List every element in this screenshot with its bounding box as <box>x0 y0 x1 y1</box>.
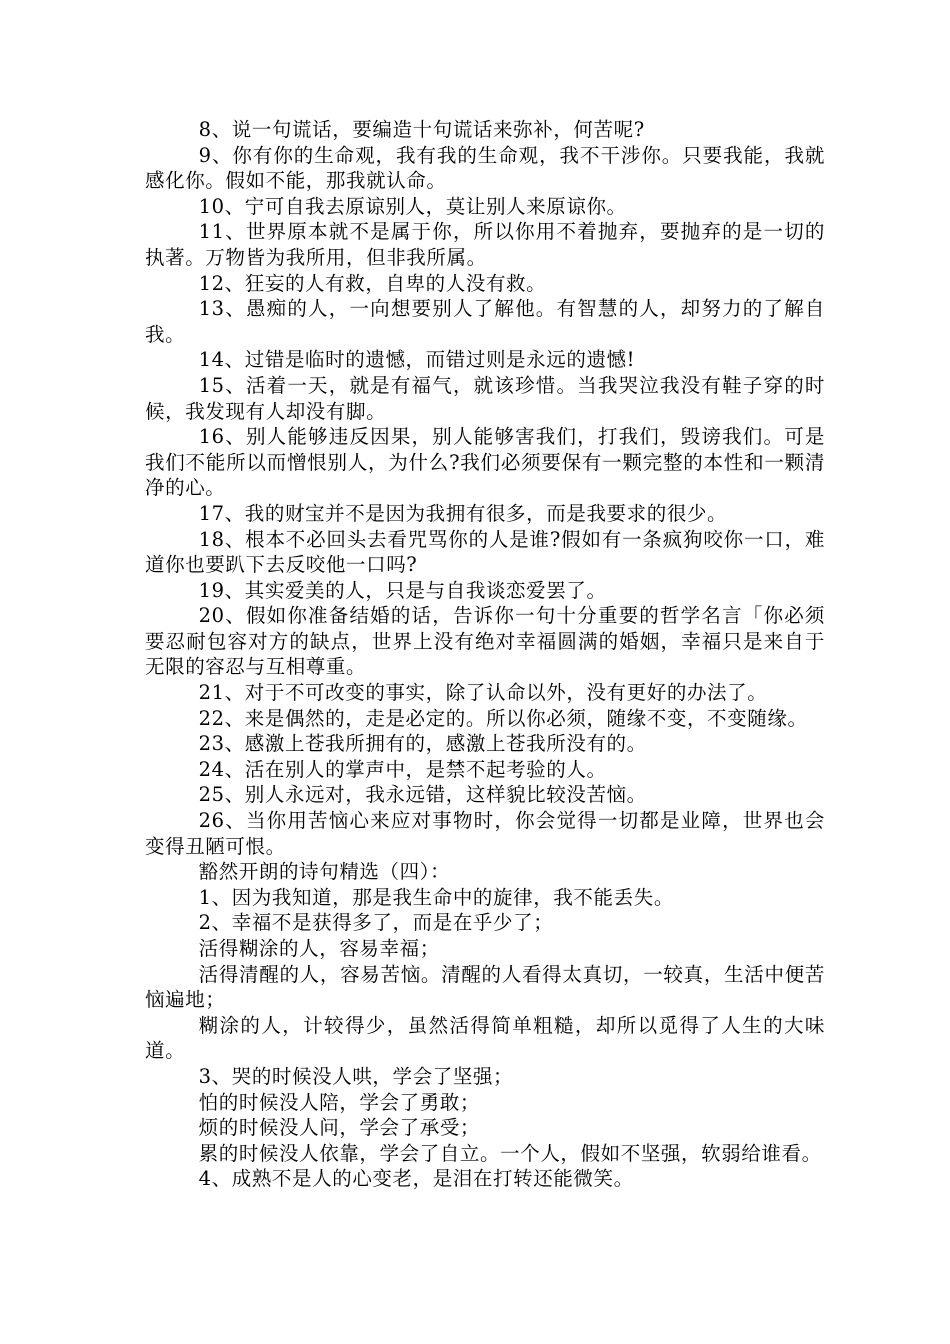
document-body <box>145 117 825 1192</box>
paragraph: 活得糊涂的人，容易幸福； <box>198 937 440 960</box>
paragraph: 烦的时候没人问，学会了承受； <box>198 1116 481 1140</box>
paragraph: 3、哭的时候没人哄，学会了坚强； <box>198 1064 514 1088</box>
paragraph: 10、宁可自我去原谅别人，莫让别人来原谅你。 <box>198 194 627 218</box>
paragraph: 20、假如你准备结婚的话，告诉你一句十分重要的哲学名言「你必须要忍耐包容对方的缺点，世界上没有绝对幸福圆满的婚姻，幸福只是来自于无限的容忍与互相尊重。 <box>145 604 825 679</box>
paragraph: 21、对于不可改变的事实，除了认命以外，没有更好的办法了。 <box>198 681 768 705</box>
paragraph: 累的时候没人依靠，学会了自立。一个人，假如不坚强，软弱给谁看。 <box>198 1141 822 1165</box>
paragraph: 22、来是偶然的，走是必定的。所以你必须，随缘不变，不变随缘。 <box>198 706 808 730</box>
paragraph: 14、过错是临时的遗憾，而错过则是永远的遗憾! <box>198 348 636 372</box>
paragraph: 23、感激上苍我所拥有的，感激上苍我所没有的。 <box>198 732 647 756</box>
paragraph: 1、因为我知道，那是我生命中的旋律，我不能丢失。 <box>198 885 674 909</box>
paragraph: 13、愚痴的人，一向想要别人了解他。有智慧的人，却努力的了解自我。 <box>145 297 825 346</box>
paragraph: 活得清醒的人，容易苦恼。清醒的人看得太真切，一较真，生活中便苦恼遍地； <box>145 962 825 1012</box>
paragraph: 24、活在别人的掌声中，是禁不起考验的人。 <box>198 757 607 781</box>
paragraph: 15、活着一天，就是有福气，就该珍惜。当我哭泣我没有鞋子穿的时候，我发现有人却没有脚。 <box>145 373 825 423</box>
paragraph: 11、世界原本就不是属于你，所以你用不着抛弃，要抛弃的是一切的执著。万物皆为我所用，但非我所属。 <box>145 220 825 269</box>
paragraph: 19、其实爱美的人，只是与自我谈恋爱罢了。 <box>198 578 607 602</box>
paragraph: 怕的时候没人陪，学会了勇敢； <box>198 1090 481 1114</box>
paragraph: 2、幸福不是获得多了，而是在乎少了； <box>198 911 554 935</box>
paragraph: 4、成熟不是人的心变老，是泪在打转还能微笑。 <box>198 1167 634 1191</box>
paragraph: 8、说一句谎话，要编造十句谎话来弥补，何苦呢? <box>198 118 645 141</box>
paragraph: 糊涂的人，计较得少，虽然活得简单粗糙，却所以觅得了人生的大味道。 <box>145 1013 825 1063</box>
paragraph: 25、别人永远对，我永远错，这样貌比较没苦恼。 <box>198 783 647 807</box>
section-heading: 豁然开朗的诗句精选（四）： <box>198 860 451 884</box>
paragraph: 9、你有你的生命观，我有我的生命观，我不干涉你。只要我能，我就感化你。假如不能，那我就认命。 <box>145 143 825 193</box>
paragraph: 26、当你用苦恼心来应对事物时，你会觉得一切都是业障，世界也会变得丑陋可恨。 <box>145 809 825 858</box>
paragraph: 16、别人能够违反因果，别人能够害我们，打我们，毁谤我们。可是我们不能所以而憎恨别人，为什么?我们必须要保有一颗完整的本性和一颗清净的心。 <box>145 425 825 500</box>
paragraph: 12、狂妄的人有救，自卑的人没有救。 <box>198 271 547 295</box>
paragraph: 17、我的财宝并不是因为我拥有很多，而是我要求的很少。 <box>198 501 728 525</box>
paragraph: 18、根本不必回头去看咒骂你的人是谁?假如有一条疯狗咬你一口，难道你也要趴下去反咬他一口吗? <box>145 527 825 577</box>
